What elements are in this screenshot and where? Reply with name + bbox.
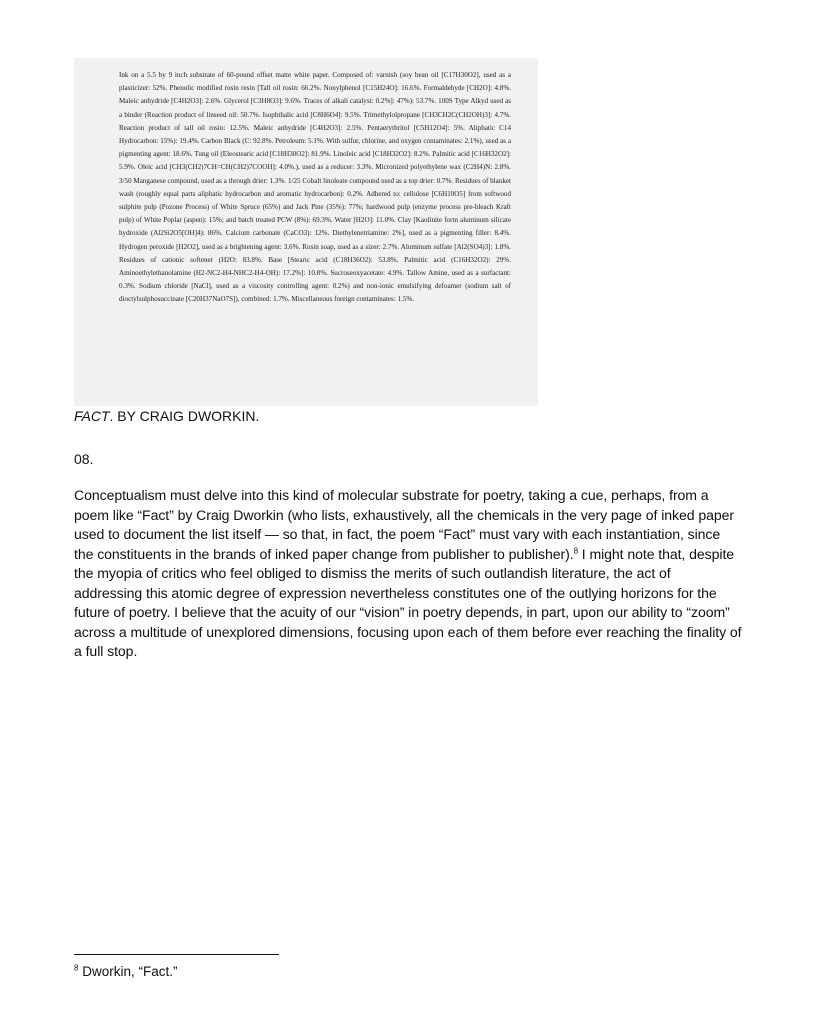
paragraph-text-after-note: I might note that, despite the myopia of critics who feel obliged to dismiss the merits of such outlandish literature, the act of addressing this atomic degree of expression nevertheless constitutes one of the outlying horizons for the future of poetry. I believe that the acuity of our “vision” in poetry depends, in part, upon our ability to “zoom” across a multitude of unexplored dimensions, focusing upon each of them before ever reaching the finality of a full stop. xyxy=(74,545,742,659)
section-number: 08. xyxy=(74,451,94,467)
footnote-divider xyxy=(74,954,279,955)
caption-byline: . BY CRAIG DWORKIN. xyxy=(109,408,260,424)
poem-image xyxy=(74,58,538,406)
footnote xyxy=(74,964,177,979)
body-paragraph xyxy=(74,486,742,662)
footnote-mark: 8 xyxy=(74,963,79,973)
footnote-text: Dworkin, “Fact.” xyxy=(78,964,178,979)
figure-caption xyxy=(74,408,259,424)
paragraph-text-before-note: Conceptualism must delve into this kind of molecular substrate for poetry, taking a cue, perhaps, from a poem like “Fact” by Craig Dworkin (who lists, exhaustively, all the chemicals in the very page of inked paper used to document the list itself — so that, in fact, the poem “Fact” must vary with each instantiation, since the constituents in the brands of inked paper change from publisher to publisher). xyxy=(74,487,734,562)
footnote-reference[interactable]: 8 xyxy=(573,545,578,555)
poem-text: Ink on a 5.5 by 9 inch substrate of 60-pound offset matte white paper. Composed of: varnish (soy bean oil [C17H30O2], used as a plasticizer: 52%. Phenolic modified rosin resin [Tall oil rosin: 66.2%. Nonylphenol [C15H24O]: 16.6%. Formaldehyde [CH2O]: 4.8%. Maleic anhydride [C4H2O3]: 2.6%. Glycerol [C3H8O3]: 9.6%. Traces of alkali catalyst: 0.2%]: 47%): 53.7%. 100S Type Alkyd used as a binder (Reaction product of linseed oil: 50.7%. Isophthalic acid [C8H6O4]: 9.5%. Trimethylolpropane [CH3CH2C(CH2OH)3]: 4.7%. Reaction product of tall oil rosin: 12.5%. Maleic anhydride [C4H2O3]: 2.5%. Pentaerythritol [C5H12O4]: 5%. Aliphatic C14 Hydrocarbon: 15%): 19.4%. Carbon Black (C: 92.8%. Petroleum: 5.1%. With sulfur, chlorine, and oxygen contaminates: 2.1%), used as a pigmenting agent: 18.6%. Tung oil (Eleostearic acid [C18H30O2]: 81.9%. Linoleic acid [C18H32O2]: 8.2%. Palmitic acid [C16H32O2]: 5.9%. Oleic acid [CH3(CH2)7CH=CH(CH2)7COOH]: 4.0%.), used as a reducer: 3.3%. Micronized polyethylene wax (C2H4)N: 2.8%. 3/50 Manganese compound, used as a through drier: 1.3%. 1/25 Cobalt linoleate compound used as a top drier: 0.7%. Residues of blanket wash (roughly equal parts aliphatic hydrocarbon and aromatic hydrocarbon): 0.2%. Adhered to: cellulose [C6H10O5] from softwood sulphite pulp (Pozone Process) of White Spruce (65%) and Jack Pine (35%): 77%; hardwood pulp (enzyme process pre-bleach Kraft pulp) of White Poplar (aspen): 15%; and batch treated PCW (8%): 69.3%. Water [H2O]: 11.0%. Clay [Kaolinite form aluminum silicate hydroxide (Al2Si2O5[OH]4): 86%. Calcium carbonate (CaCO3): 12%. Diethylenetriamine: 2%], used as a pigmenting filler: 8.4%. Hydrogen peroxide [H2O2], used as a brightening agent: 3.6%. Rosin soap, used as a sizer: 2.7%. Aluminum sulfate [Al2(SO4)3]: 1.8%. Residues of cationic softener (H2O: 83.8%. Base [Stearic acid (C18H36O2): 53.8%. Palmitic acid (C16H32O2): 29%. Aminoethylethanolamine (H2-NC2-H4-NHC2-H4-OH): 17.2%]: 10.8%. Sucroseoxyacetate: 4.9%. Tallow Amine, used as a surfactant: 0.3%. Sodium chloride [NaCl], used as a viscosity controlling agent: 0.2%) and non-ionic emulsifying defoamer (sodium salt of dioctylsulphosuccinate [C20H37NaO7S]), combined: 1.7%. Miscellaneous foreign contaminates: 1.5%. xyxy=(119,71,511,304)
caption-title: FACT xyxy=(74,408,110,424)
